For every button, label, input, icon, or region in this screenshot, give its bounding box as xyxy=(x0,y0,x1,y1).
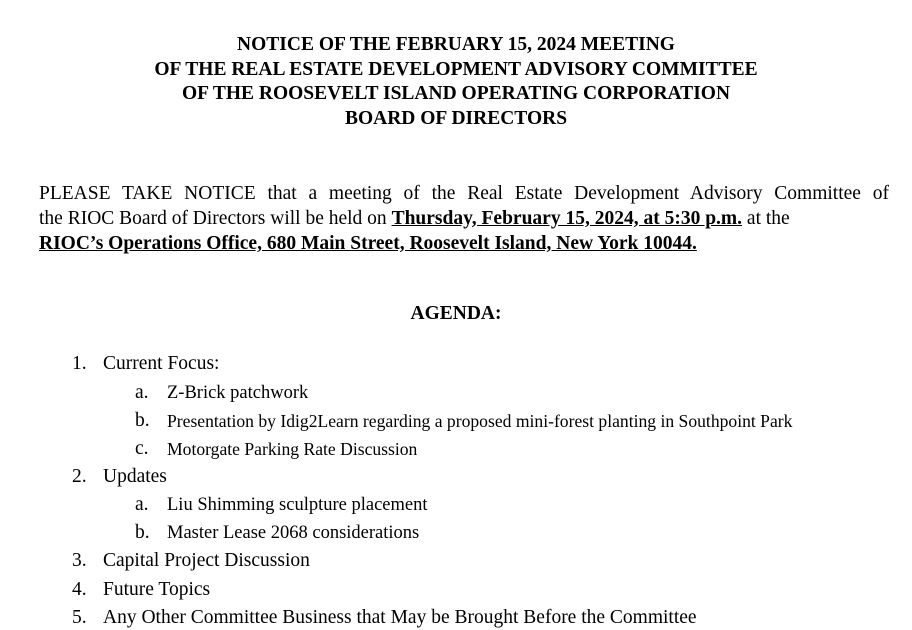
agenda-item-text: Future Topics xyxy=(103,579,211,600)
meeting-location: RIOC’s Operations Office, 680 Main Street, Roosevelt Island, New York 10044. xyxy=(39,233,697,254)
agenda-subitem-text: Master Lease 2068 considerations xyxy=(167,523,420,543)
agenda-item-number: 2. xyxy=(72,466,87,487)
agenda-item-number: 1. xyxy=(72,353,87,374)
heading-line-2: OF THE REAL ESTATE DEVELOPMENT ADVISORY COMMITTEE xyxy=(154,58,758,80)
agenda-item-text: Capital Project Discussion xyxy=(103,550,310,571)
agenda-item-text: Any Other Committee Business that May be Brought Before the Committee xyxy=(103,607,697,628)
agenda-subitem-text: Motorgate Parking Rate Discussion xyxy=(167,439,418,459)
heading-line-3: OF THE ROOSEVELT ISLAND OPERATING CORPORATION xyxy=(181,83,731,104)
agenda-subitem-text: Liu Shimming sculpture placement xyxy=(167,495,428,515)
agenda-title: AGENDA: xyxy=(410,303,502,324)
agenda-subitem-letter: c. xyxy=(135,438,149,459)
agenda-subitem-letter: b. xyxy=(135,522,150,543)
agenda-item-number: 5. xyxy=(72,607,87,628)
agenda-subitem-text: Presentation by Idig2Learn regarding a proposed mini-forest planting in Southpoint Park xyxy=(167,411,793,431)
agenda-item-text: Current Focus: xyxy=(103,353,220,374)
agenda-subitem-letter: a. xyxy=(135,494,149,515)
agenda-subitem-text: Z-Brick patchwork xyxy=(167,383,309,403)
agenda-subitem-letter: a. xyxy=(135,382,149,403)
agenda-item-number: 3. xyxy=(72,550,87,571)
agenda-item-number: 4. xyxy=(72,579,87,600)
agenda-subitem-letter: b. xyxy=(135,410,150,431)
heading-line-4: BOARD OF DIRECTORS xyxy=(344,107,568,129)
agenda-item-text: Updates xyxy=(103,466,167,487)
heading-line-1: NOTICE OF THE FEBRUARY 15, 2024 MEETING xyxy=(237,34,675,55)
notice-text-part-1: PLEASE TAKE NOTICE that a meeting of the Real Estate Development Advisory Committee of xyxy=(39,183,889,204)
notice-paragraph xyxy=(39,181,889,256)
meeting-date-time: Thursday, February 15, 2024, at 5:30 p.m. xyxy=(391,208,743,229)
notice-text-part-2: the RIOC Board of Directors will be held on xyxy=(39,208,392,229)
notice-heading xyxy=(0,33,912,131)
notice-text-part-3: at the xyxy=(742,208,790,229)
